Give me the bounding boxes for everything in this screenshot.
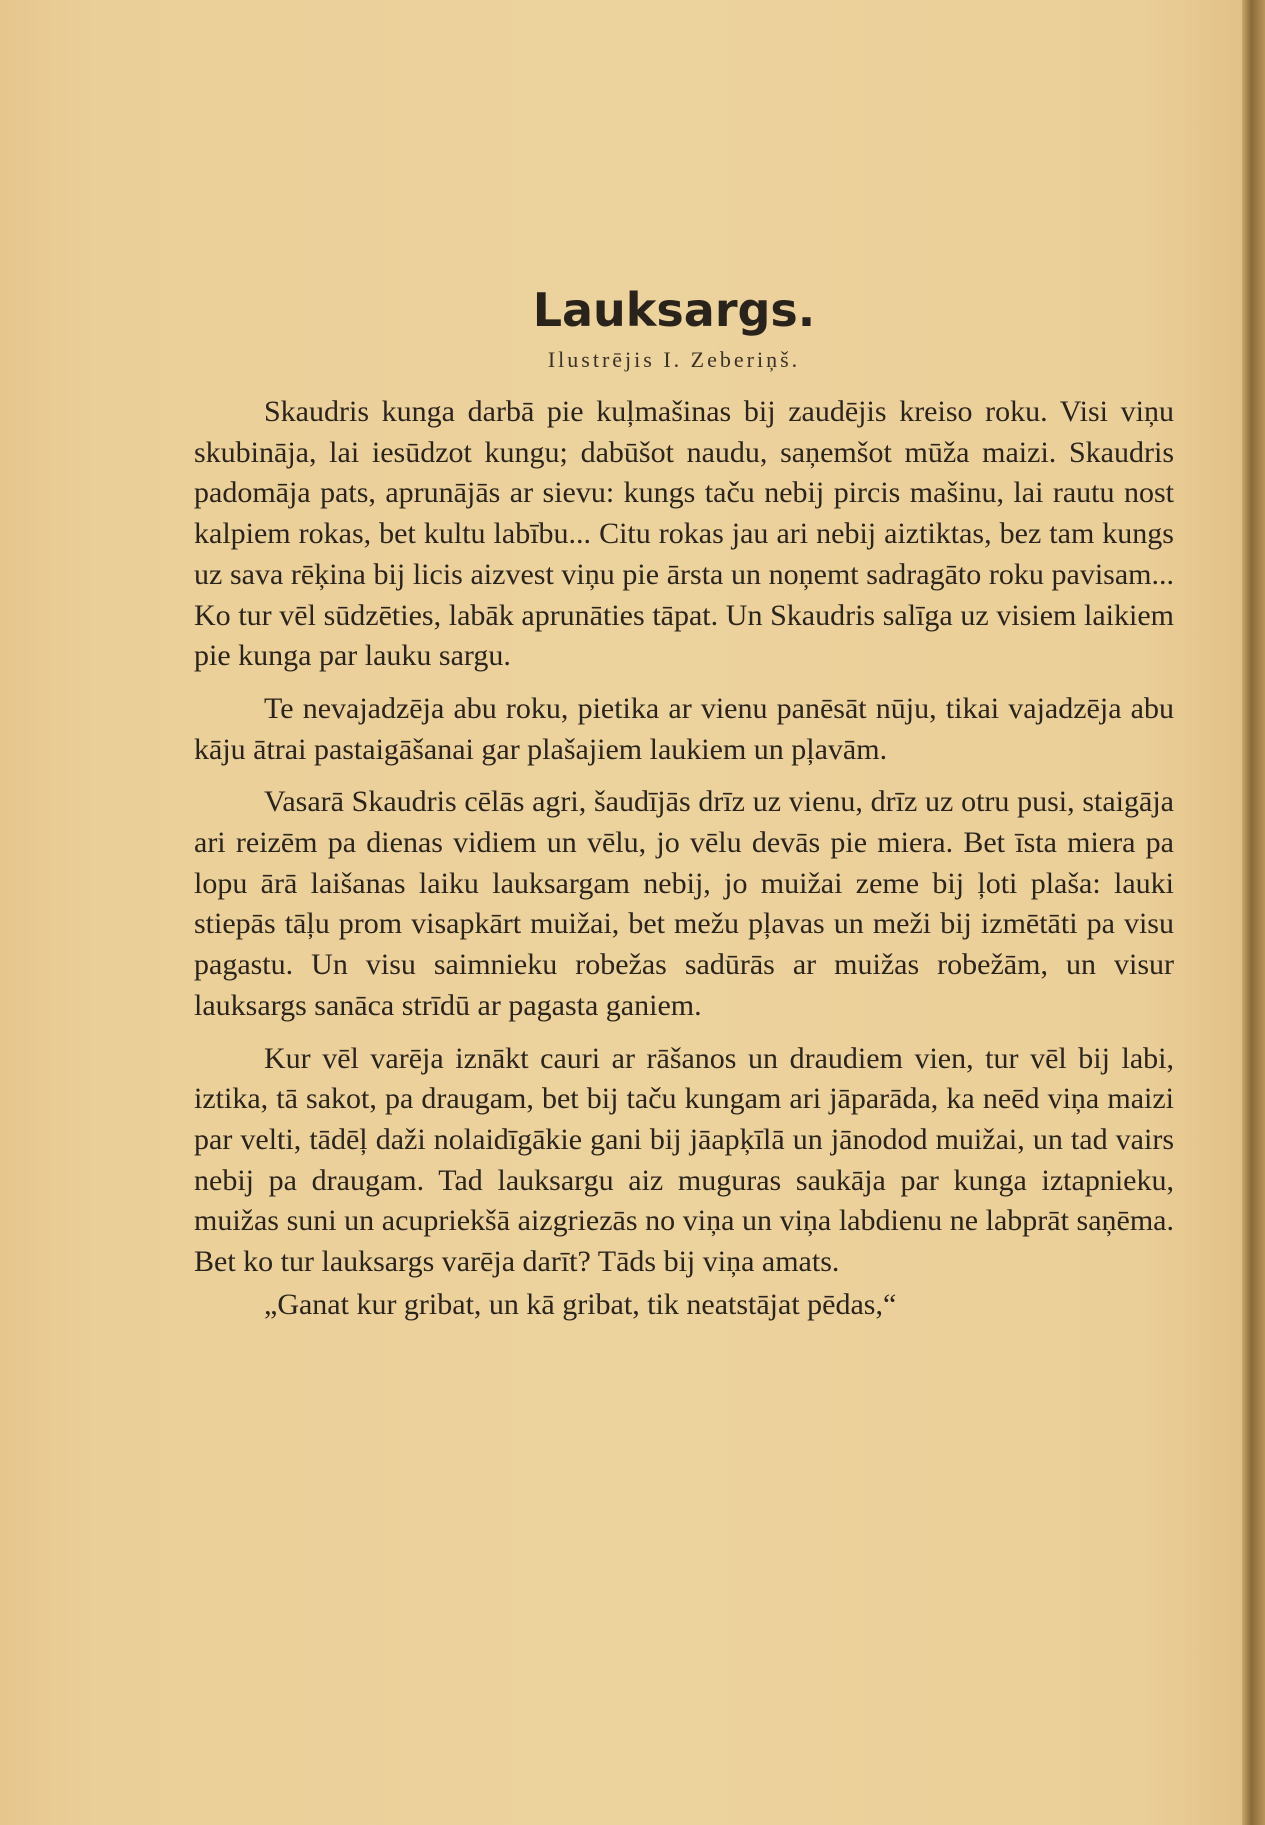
paragraph: Vasarā Skaudris cēlās agri, šaudījās drīz uz vienu, drīz uz otru pusi, staigāja ari reizēm pa dienas vidiem un vēlu, jo vēlu devās pie miera. Bet īsta miera pa lopu ārā laišanas laiku lauksargam nebij, jo muižai zeme bij ļoti plaša: lauki stiepās tāļu prom visapkārt muižai, bet mežu pļavas un meži bij izmētāti pa visu pagastu. Un visu saimnieku robežas sadūrās ar muižas robežām, un visur lauksargs sanāca strīdū ar pagasta ganiem. (194, 785, 1174, 1022)
paragraph: Kur vēl varēja iznākt cauri ar rāšanos un draudiem vien, tur vēl bij labi, iztika, tā sakot, pa draugam, bet bij taču kungam ari jāparāda, ka neēd viņa maizi par velti, tādēļ daži nolaidīgākie gani bij jāapķīlā un jānodod muižai, un tad vairs nebij pa draugam. Tad lauksargu aiz muguras saukāja par kunga iztapnieku, muižas suni un acupriekšā aizgriezās no viņa un viņa labdienu ne labprāt saņēma. Bet ko tur lauksargs varēja darīt? Tāds bij viņa amats. (194, 1041, 1174, 1279)
paragraph: Te nevajadzēja abu roku, pietika ar vienu panēsāt nūju, tikai vajadzēja abu kāju ātrai pastaigāšanai gar plašajiem laukiem un pļavām. (194, 691, 1174, 766)
page-title: Lauksargs. (532, 283, 816, 337)
paragraph: „Ganat kur gribat, un kā gribat, tik neatstājat pēdas,“ (264, 1287, 897, 1321)
paragraph: Skaudris kunga darbā pie kuļmašinas bij zaudējis kreiso roku. Visi viņu skubināja, lai iesūdzot kungu; dabūšot naudu, saņemšot mūža maizi. Skaudris padomāja pats, aprunājās ar sievu: kungs taču nebij pircis mašinu, lai rautu nost kalpiem rokas, bet kultu labību... Citu rokas jau ari nebij aiztiktas, bez tam kungs uz sava rēķina bij licis aizvest viņu pie ārsta un noņemt sadragāto roku pavisam... Ko tur vēl sūdzēties, labāk aprunāties tāpat. Un Skaudris salīga uz visiem laikiem pie kunga par lauku sargu. (194, 395, 1174, 673)
illustrator-byline: Ilustrējis I. Zeberiņš. (547, 347, 801, 372)
page-content (194, 282, 1174, 1325)
page-edge (1242, 0, 1265, 1825)
